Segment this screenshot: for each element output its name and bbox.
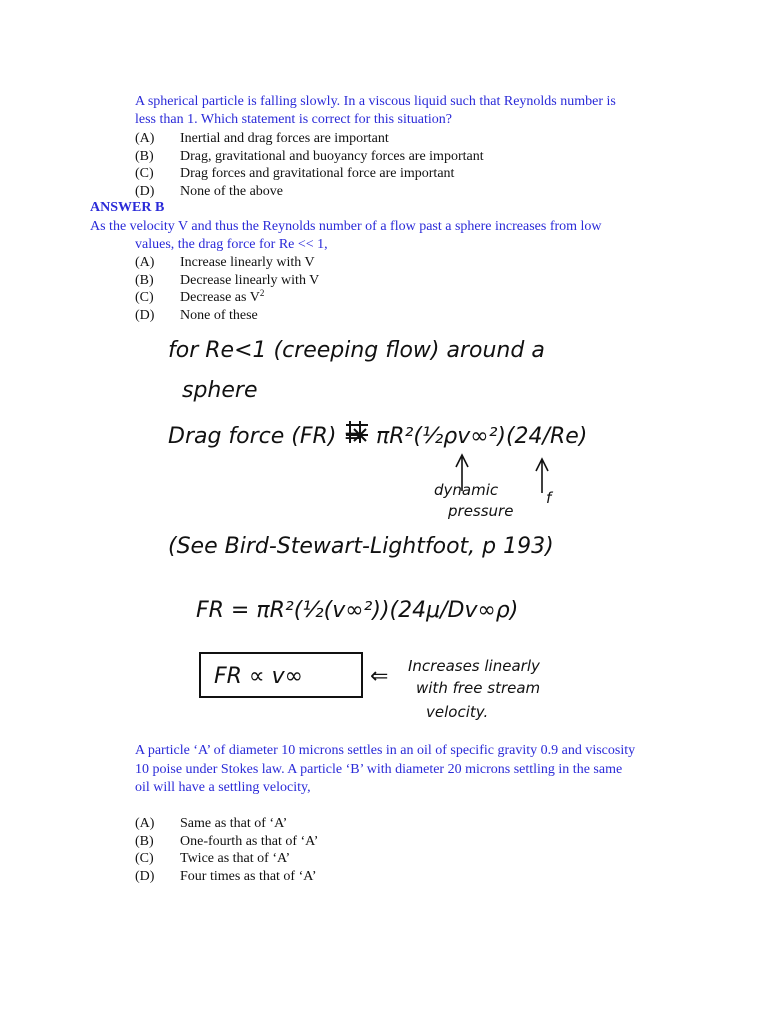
option-text: Inertial and drag forces are important [180,131,389,146]
note-line-1: for Re<1 (creeping flow) around a [168,338,545,363]
option-key: (A) [135,816,155,831]
question-2-options [135,254,319,324]
question-3-options [135,815,318,885]
option-key: (C) [135,851,154,866]
option-text: None of these [180,307,258,323]
option-text: Same as that of ‘A’ [180,816,288,831]
note-increase-line-2: with free stream [416,679,541,697]
option-item [135,130,484,148]
option-item [135,868,318,886]
f-label: f [546,489,552,507]
arrow-up-icon [536,459,548,493]
question-2-line-1: As the velocity V and thus the Reynolds number of a flow past a sphere increases from low [90,219,602,234]
question-3-line-2: 10 poise under Stokes law. A particle ‘B’ with diameter 20 microns settling in the same [135,761,623,777]
superscript: 2 [259,288,265,298]
question-1-options [135,130,484,200]
dynamic-label: dynamic [434,481,499,499]
option-item [135,165,484,183]
note-line-2: sphere [182,378,258,403]
question-3-line-3: oil will have a settling velocity, [135,780,311,795]
question-1-line-1: A spherical particle is falling slowly. In a viscous liquid such that Reynolds number is [135,94,616,109]
option-key: (B) [135,833,154,849]
option-key: (A) [135,131,155,146]
option-item [135,815,318,833]
arrow-left-icon: ⇐ [370,664,389,689]
option-item [135,833,318,851]
drag-force-label: Drag force (FR) = [168,424,362,449]
formula-2: FR = πR²(½(v∞²))(24μ/Dv∞ρ) [196,598,519,623]
question-3 [135,742,735,798]
drag-formula: πR²(½ρv∞²)(24/Re) [376,424,588,449]
option-key: (A) [135,255,155,270]
option-text: Four times as that of ‘A’ [180,868,317,884]
boxed-result: FR ∝ v∞ [214,664,303,689]
option-text: Drag forces and gravitational force are important [180,166,455,181]
option-item [135,183,484,201]
handwritten-notes [160,325,600,735]
option-key: (B) [135,148,154,164]
option-key: (D) [135,307,155,323]
reference-note: (See Bird-Stewart-Lightfoot, p 193) [168,534,554,559]
question-3-line-1: A particle ‘A’ of diameter 10 microns settles in an oil of specific gravity 0.9 and viscosity [135,743,636,758]
option-text: Decrease as V [180,290,260,305]
option-item [135,272,319,290]
question-2 [90,218,690,253]
option-key: (B) [135,272,154,288]
option-key: (C) [135,166,154,181]
question-1 [135,93,675,128]
option-text: Drag, gravitational and buoyancy forces are important [180,148,484,164]
option-item [135,254,319,272]
note-increase-line-3: velocity. [426,703,489,721]
option-item [135,148,484,166]
option-item [135,307,319,325]
option-text: None of the above [180,183,284,199]
answer-label: ANSWER B [90,200,165,215]
option-text: One-fourth as that of ‘A’ [180,833,319,849]
option-text: Twice as that of ‘A’ [180,851,291,866]
option-text: Increase linearly with V [180,255,315,270]
option-key: (C) [135,290,154,305]
question-2-line-2: values, the drag force for Re << 1, [135,236,328,252]
pressure-label: pressure [448,502,514,520]
option-item [135,289,319,307]
option-text: Decrease linearly with V [180,272,320,288]
option-key: (D) [135,868,155,884]
option-item [135,850,318,868]
option-key: (D) [135,183,155,199]
note-increase-line-1: Increases linearly [408,657,540,675]
question-1-line-2: less than 1. Which statement is correct for this situation? [135,111,452,127]
